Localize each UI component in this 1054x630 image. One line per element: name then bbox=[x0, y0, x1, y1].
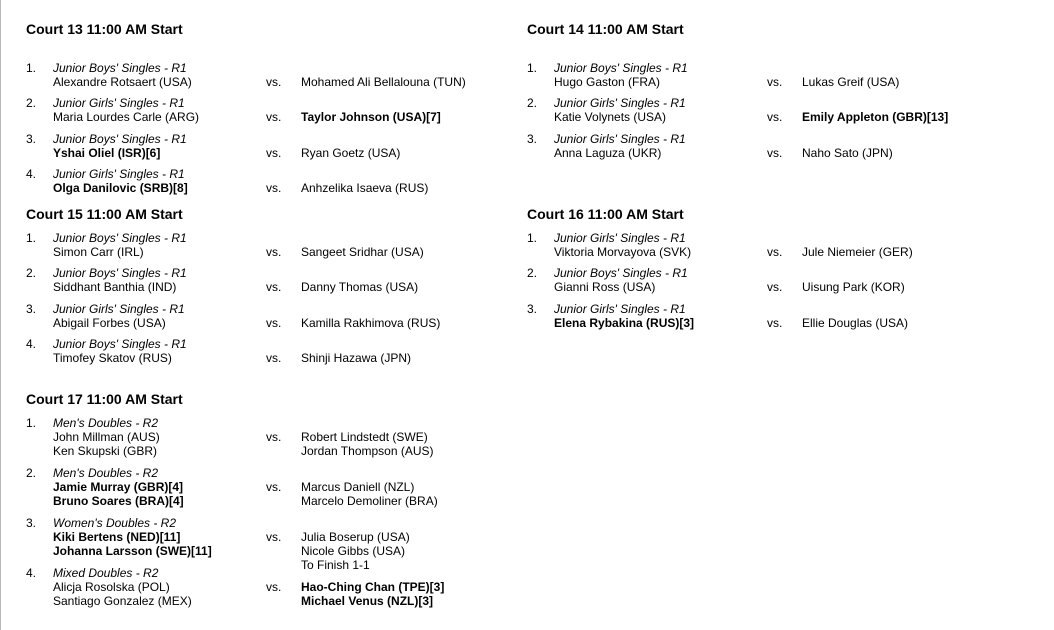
player-side-a bbox=[53, 245, 144, 259]
match-number: 1. bbox=[26, 61, 37, 75]
court-title: Court 15 11:00 AM Start bbox=[26, 206, 183, 222]
player-side-a bbox=[53, 351, 172, 365]
versus-label: vs. bbox=[266, 280, 282, 294]
versus-label: vs. bbox=[266, 530, 282, 544]
player-name: Yshai Oliel (ISR)[6] bbox=[53, 146, 161, 160]
event-name: Men's Doubles - R2 bbox=[53, 466, 158, 480]
versus-label: vs. bbox=[767, 75, 783, 89]
player-side-b bbox=[802, 110, 948, 124]
player-side-b bbox=[301, 181, 428, 195]
event-name: Junior Boys' Singles - R1 bbox=[53, 61, 187, 75]
court-title: Court 13 11:00 AM Start bbox=[26, 21, 183, 37]
court-block bbox=[527, 20, 1007, 160]
event-name: Junior Boys' Singles - R1 bbox=[554, 266, 688, 280]
match-number: 1. bbox=[26, 416, 37, 430]
player-side-a bbox=[554, 280, 655, 294]
court-block bbox=[26, 205, 506, 365]
match-number: 4. bbox=[26, 167, 37, 181]
event-name: Junior Girls' Singles - R1 bbox=[53, 302, 185, 316]
player-name: Bruno Soares (BRA)[4] bbox=[53, 494, 184, 508]
player-name: Hugo Gaston (FRA) bbox=[554, 75, 661, 89]
court-title: Court 17 11:00 AM Start bbox=[26, 391, 183, 407]
match-number: 3. bbox=[527, 132, 538, 146]
player-side-a bbox=[554, 245, 691, 259]
court-block bbox=[527, 205, 1007, 330]
player-name: Simon Carr (IRL) bbox=[53, 245, 144, 259]
match-number: 4. bbox=[26, 566, 37, 580]
player-name: Mohamed Ali Bellalouna (TUN) bbox=[301, 75, 466, 89]
match-number: 2. bbox=[527, 96, 538, 110]
player-name: Robert Lindstedt (SWE) bbox=[301, 430, 428, 444]
player-name: Julia Boserup (USA) bbox=[301, 530, 410, 544]
player-side-a bbox=[53, 316, 166, 330]
player-name: Timofey Skatov (RUS) bbox=[53, 351, 172, 365]
player-side-a bbox=[554, 110, 666, 124]
player-side-a bbox=[554, 146, 661, 160]
event-name: Junior Girls' Singles - R1 bbox=[554, 231, 686, 245]
player-name: Sangeet Sridhar (USA) bbox=[301, 245, 424, 259]
player-name: Alexandre Rotsaert (USA) bbox=[53, 75, 192, 89]
versus-label: vs. bbox=[767, 280, 783, 294]
player-name: Jamie Murray (GBR)[4] bbox=[53, 480, 184, 494]
court-block bbox=[26, 20, 506, 195]
versus-label: vs. bbox=[266, 146, 282, 160]
player-side-a bbox=[554, 75, 660, 89]
player-name: Taylor Johnson (USA)[7] bbox=[301, 110, 441, 124]
player-side-b bbox=[802, 146, 893, 160]
player-side-a bbox=[53, 75, 192, 89]
player-name: Danny Thomas (USA) bbox=[301, 280, 419, 294]
match-number: 3. bbox=[26, 132, 37, 146]
event-name: Junior Girls' Singles - R1 bbox=[53, 167, 185, 181]
versus-label: vs. bbox=[266, 245, 282, 259]
player-name: Abigail Forbes (USA) bbox=[53, 316, 166, 330]
player-name: Lukas Greif (USA) bbox=[802, 75, 900, 89]
player-name: Anna Laguza (UKR) bbox=[554, 146, 662, 160]
versus-label: vs. bbox=[767, 316, 783, 330]
player-side-a bbox=[53, 580, 192, 608]
player-side-b bbox=[301, 75, 466, 89]
player-name: Maria Lourdes Carle (ARG) bbox=[53, 110, 200, 124]
event-name: Junior Boys' Singles - R1 bbox=[53, 266, 187, 280]
event-name: Men's Doubles - R2 bbox=[53, 416, 158, 430]
player-name: Siddhant Banthia (IND) bbox=[53, 280, 177, 294]
player-name: Uisung Park (KOR) bbox=[802, 280, 905, 294]
player-name: Olga Danilovic (SRB)[8] bbox=[53, 181, 188, 195]
player-name: Michael Venus (NZL)[3] bbox=[301, 594, 434, 608]
player-name: Katie Volynets (USA) bbox=[554, 110, 667, 124]
player-side-b bbox=[802, 245, 913, 259]
player-name: Marcus Daniell (NZL) bbox=[301, 480, 415, 494]
player-side-a bbox=[554, 316, 694, 330]
player-side-a bbox=[53, 480, 184, 508]
player-name: Jule Niemeier (GER) bbox=[802, 245, 913, 259]
versus-label: vs. bbox=[266, 351, 282, 365]
player-name: Nicole Gibbs (USA) bbox=[301, 544, 406, 558]
event-name: Women's Doubles - R2 bbox=[53, 516, 176, 530]
versus-label: vs. bbox=[266, 110, 282, 124]
player-side-b bbox=[301, 580, 444, 608]
court-block bbox=[26, 390, 506, 608]
player-side-b bbox=[301, 146, 400, 160]
player-name: Emily Appleton (GBR)[13] bbox=[802, 110, 949, 124]
player-side-b bbox=[802, 75, 899, 89]
versus-label: vs. bbox=[266, 181, 282, 195]
player-side-b bbox=[301, 351, 411, 365]
versus-label: vs. bbox=[266, 75, 282, 89]
player-name: Ryan Goetz (USA) bbox=[301, 146, 401, 160]
player-side-b bbox=[802, 280, 905, 294]
page-edge-rule bbox=[0, 0, 1, 630]
event-name: Junior Girls' Singles - R1 bbox=[554, 302, 686, 316]
versus-label: vs. bbox=[767, 110, 783, 124]
player-name: Ellie Douglas (USA) bbox=[802, 316, 909, 330]
player-name: Jordan Thompson (AUS) bbox=[301, 444, 434, 458]
player-name: Anhzelika Isaeva (RUS) bbox=[301, 181, 429, 195]
court-title: Court 16 11:00 AM Start bbox=[527, 206, 684, 222]
player-name: Elena Rybakina (RUS)[3] bbox=[554, 316, 695, 330]
player-name: Kamilla Rakhimova (RUS) bbox=[301, 316, 441, 330]
player-side-a bbox=[53, 530, 212, 558]
player-side-b bbox=[301, 530, 410, 572]
player-name: Santiago Gonzalez (MEX) bbox=[53, 594, 192, 608]
versus-label: vs. bbox=[266, 430, 282, 444]
match-number: 3. bbox=[26, 302, 37, 316]
player-side-b bbox=[301, 480, 438, 508]
versus-label: vs. bbox=[266, 580, 282, 594]
player-side-b bbox=[301, 245, 424, 259]
event-name: Junior Boys' Singles - R1 bbox=[53, 132, 187, 146]
player-side-b bbox=[301, 110, 441, 124]
player-side-a bbox=[53, 430, 160, 458]
match-number: 3. bbox=[26, 516, 37, 530]
player-side-a bbox=[53, 110, 199, 124]
player-name: Alicja Rosolska (POL) bbox=[53, 580, 170, 594]
match-number: 2. bbox=[26, 96, 37, 110]
player-side-a bbox=[53, 280, 176, 294]
player-name: Gianni Ross (USA) bbox=[554, 280, 656, 294]
event-name: Junior Boys' Singles - R1 bbox=[53, 231, 187, 245]
player-name: Shinji Hazawa (JPN) bbox=[301, 351, 412, 365]
match-number: 1. bbox=[26, 231, 37, 245]
court-title: Court 14 11:00 AM Start bbox=[527, 21, 684, 37]
event-name: Junior Boys' Singles - R1 bbox=[53, 337, 187, 351]
versus-label: vs. bbox=[767, 245, 783, 259]
player-name: Hao-Ching Chan (TPE)[3] bbox=[301, 580, 445, 594]
match-number: 1. bbox=[527, 231, 538, 245]
player-name: Johanna Larsson (SWE)[11] bbox=[53, 544, 212, 558]
event-name: Junior Girls' Singles - R1 bbox=[53, 96, 185, 110]
player-name: Viktoria Morvayova (SVK) bbox=[554, 245, 692, 259]
event-name: Mixed Doubles - R2 bbox=[53, 566, 159, 580]
match-number: 4. bbox=[26, 337, 37, 351]
event-name: Junior Girls' Singles - R1 bbox=[554, 132, 686, 146]
match-number: 2. bbox=[26, 466, 37, 480]
player-name: John Millman (AUS) bbox=[53, 430, 160, 444]
event-name: Junior Girls' Singles - R1 bbox=[554, 96, 686, 110]
player-name: Marcelo Demoliner (BRA) bbox=[301, 494, 438, 508]
event-name: Junior Boys' Singles - R1 bbox=[554, 61, 688, 75]
player-side-b bbox=[301, 430, 434, 458]
player-name: Naho Sato (JPN) bbox=[802, 146, 893, 160]
match-number: 3. bbox=[527, 302, 538, 316]
player-name: Ken Skupski (GBR) bbox=[53, 444, 158, 458]
versus-label: vs. bbox=[266, 316, 282, 330]
match-number: 1. bbox=[527, 61, 538, 75]
match-number: 2. bbox=[26, 266, 37, 280]
player-name: Kiki Bertens (NED)[11] bbox=[53, 530, 181, 544]
player-side-b bbox=[301, 316, 440, 330]
versus-label: vs. bbox=[266, 480, 282, 494]
match-number: 2. bbox=[527, 266, 538, 280]
player-side-a bbox=[53, 146, 160, 160]
player-name: To Finish 1-1 bbox=[301, 558, 370, 572]
versus-label: vs. bbox=[767, 146, 783, 160]
player-side-b bbox=[802, 316, 908, 330]
player-side-b bbox=[301, 280, 418, 294]
player-side-a bbox=[53, 181, 188, 195]
